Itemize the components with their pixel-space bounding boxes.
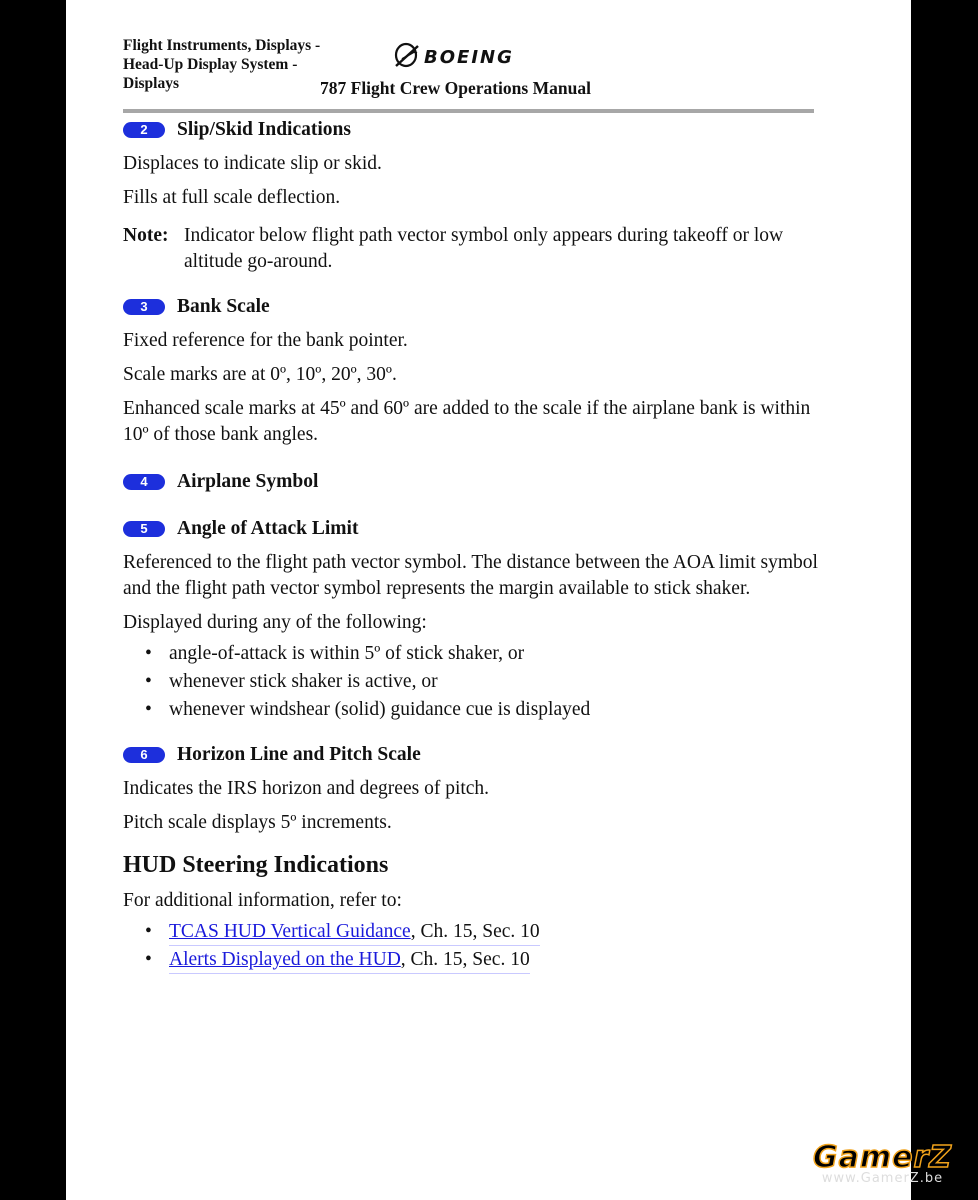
section-heading	[123, 294, 823, 320]
watermark-logo: GamerZ	[812, 1140, 953, 1175]
paragraph: For additional information, refer to:	[123, 890, 402, 911]
reference-line	[169, 947, 530, 974]
boeing-logo-icon	[392, 40, 422, 75]
watermark	[790, 1140, 975, 1186]
callout-badge: 3	[123, 299, 165, 315]
reference-suffix: , Ch. 15, Sec. 10	[400, 949, 530, 970]
paragraph: Referenced to the flight path vector symbol. The distance between the AOA limit symbol and the flight path vector symbol represents the margin available to stick shaker.	[123, 552, 818, 599]
reference-item	[123, 918, 823, 946]
reference-item	[123, 946, 823, 974]
paragraph: Scale marks are at 0º, 10º, 20º, 30º.	[123, 364, 397, 385]
section-heading-hud-steering: HUD Steering Indications	[123, 852, 389, 878]
manual-page	[66, 0, 911, 1200]
link-alerts-displayed-on-hud[interactable]: Alerts Displayed on the HUD	[169, 949, 401, 970]
callout-badge: 4	[123, 474, 165, 490]
header-line-1: Flight Instruments, Displays -	[123, 37, 321, 54]
callout-badge: 6	[123, 747, 165, 763]
watermark-url: www.GamerZ.be	[821, 1171, 944, 1186]
bullet-list	[123, 640, 823, 724]
header-line-3: Displays	[123, 75, 179, 92]
paragraph: Displayed during any of the following:	[123, 612, 427, 633]
paragraph: Fixed reference for the bank pointer.	[123, 330, 408, 351]
section-heading	[123, 516, 823, 542]
reference-list	[123, 918, 823, 974]
paragraph: Pitch scale displays 5º increments.	[123, 812, 392, 833]
paragraph: Indicates the IRS horizon and degrees of pitch.	[123, 778, 490, 799]
list-item: • whenever windshear (solid) guidance cue is displayed	[123, 696, 823, 724]
section-heading	[123, 469, 823, 495]
section-title: Airplane Symbol	[177, 471, 319, 492]
callout-badge: 5	[123, 521, 165, 537]
section-slip-skid	[123, 117, 823, 275]
paragraph: Fills at full scale deflection.	[123, 187, 341, 208]
paragraph: Enhanced scale marks at 45º and 60º are added to the scale if the airplane bank is within 10º of those bank angles.	[123, 398, 811, 445]
paragraph: Displaces to indicate slip or skid.	[123, 153, 382, 174]
boeing-wordmark: BOEING	[424, 46, 514, 68]
section-aoa-limit	[123, 516, 823, 724]
note	[123, 223, 823, 275]
section-airplane-symbol	[123, 469, 823, 495]
section-horizon-pitch	[123, 742, 823, 836]
header-line-2: Head-Up Display System -	[123, 56, 298, 73]
note-text: Indicator below flight path vector symbol only appears during takeoff or low altitude go-around.	[184, 225, 784, 272]
reference-suffix: , Ch. 15, Sec. 10	[410, 921, 540, 942]
section-heading	[123, 742, 823, 768]
section-title: Horizon Line and Pitch Scale	[177, 744, 421, 765]
section-title: Angle of Attack Limit	[177, 518, 359, 539]
boeing-logo	[392, 40, 514, 74]
section-bank-scale	[123, 294, 823, 448]
section-heading	[123, 117, 823, 143]
link-tcas-hud-vertical-guidance[interactable]: TCAS HUD Vertical Guidance	[169, 921, 411, 942]
callout-badge: 2	[123, 122, 165, 138]
list-item: • angle-of-attack is within 5º of stick shaker, or	[123, 640, 823, 668]
manual-title: 787 Flight Crew Operations Manual	[320, 78, 591, 98]
section-title: Bank Scale	[177, 296, 270, 317]
list-item: • whenever stick shaker is active, or	[123, 668, 823, 696]
note-label: Note:	[123, 225, 169, 246]
page-content	[123, 115, 823, 974]
section-title: Slip/Skid Indications	[177, 119, 351, 140]
reference-line	[169, 919, 540, 946]
section-hud-steering	[123, 850, 823, 974]
header-divider	[123, 109, 814, 113]
